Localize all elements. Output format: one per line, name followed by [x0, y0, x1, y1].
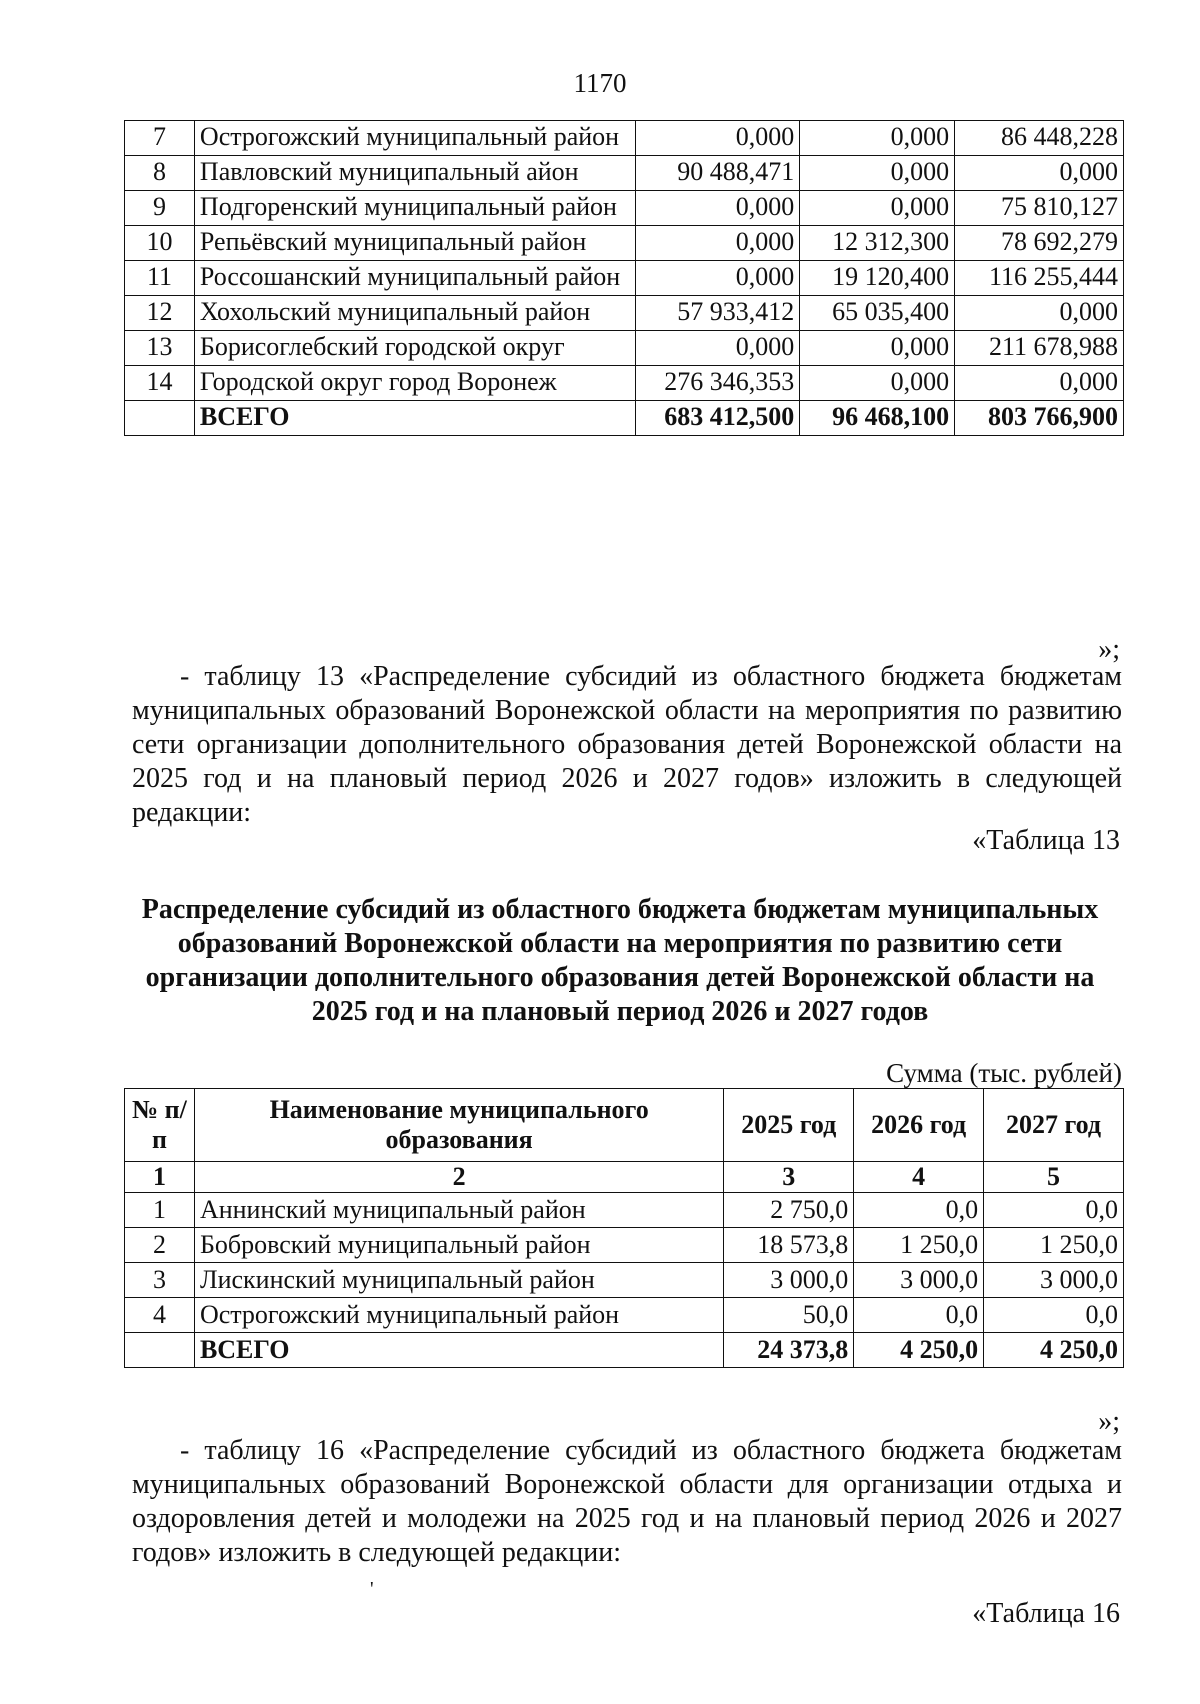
municipality-name: Павловский муниципальный айон [194, 156, 635, 191]
empty-cell [125, 1333, 195, 1368]
value-2027: 75 810,127 [955, 191, 1124, 226]
units-note: Сумма (тыс. рублей) [886, 1058, 1122, 1088]
empty-cell [125, 401, 195, 436]
total-label: ВСЕГО [194, 1333, 723, 1368]
total-2026: 96 468,100 [800, 401, 955, 436]
table-row [125, 121, 1124, 156]
row-number: 14 [125, 366, 195, 401]
row-number: 3 [125, 1263, 195, 1298]
header-2025: 2025 год [724, 1089, 854, 1162]
row-number: 13 [125, 331, 195, 366]
closing-quote: »; [1098, 1406, 1120, 1437]
table-row [125, 1298, 1124, 1333]
total-2025: 24 373,8 [724, 1333, 854, 1368]
row-number: 12 [125, 296, 195, 331]
value-2026: 3 000,0 [854, 1263, 984, 1298]
value-2026: 65 035,400 [800, 296, 955, 331]
value-2027: 0,000 [955, 366, 1124, 401]
value-2026: 0,000 [800, 331, 955, 366]
value-2026: 19 120,400 [800, 261, 955, 296]
table-heading: Распределение субсидий из областного бюджета бюджетам муниципальных образований Воронежской области на мероприятия по развитию сети организации дополнительного образования детей Воронежской области на 2025 год и на плановый период 2026 и 2027 годов [141, 894, 1099, 1027]
row-number: 1 [125, 1193, 195, 1228]
amendment-paragraph-table-13: - таблицу 13 «Распределение субсидий из областного бюджета бюджетам муниципальных образований Воронежской области на мероприятия по развитию сети организации дополнительного образования детей Воронежской области на 2025 год и на плановый период 2026 и 2027 годов» изложить в следующей редакции: [132, 661, 1122, 828]
value-2025: 0,000 [636, 121, 800, 156]
municipality-name: Репьёвский муниципальный район [194, 226, 635, 261]
header-name: Наименование муниципального образования [194, 1089, 723, 1162]
total-row [125, 401, 1124, 436]
table-row [125, 296, 1124, 331]
value-2025: 18 573,8 [724, 1228, 854, 1263]
column-number: 1 [125, 1162, 195, 1193]
row-number: 11 [125, 261, 195, 296]
municipality-name: Городской округ город Воронеж [194, 366, 635, 401]
total-row [125, 1333, 1124, 1368]
row-number: 9 [125, 191, 195, 226]
header-2026: 2026 год [854, 1089, 984, 1162]
table-row [125, 331, 1124, 366]
table-row [125, 191, 1124, 226]
row-number: 10 [125, 226, 195, 261]
value-2025: 0,000 [636, 261, 800, 296]
value-2027: 116 255,444 [955, 261, 1124, 296]
table-label-13: «Таблица 13 [972, 825, 1120, 856]
value-2025: 276 346,353 [636, 366, 800, 401]
value-2025: 0,000 [636, 331, 800, 366]
value-2027: 1 250,0 [984, 1228, 1124, 1263]
value-2025: 3 000,0 [724, 1263, 854, 1298]
value-2027: 86 448,228 [955, 121, 1124, 156]
municipality-name: Аннинский муниципальный район [194, 1193, 723, 1228]
municipality-name: Острогожский муниципальный район [194, 121, 635, 156]
table-row [125, 366, 1124, 401]
value-2026: 0,0 [854, 1298, 984, 1333]
value-2026: 0,000 [800, 156, 955, 191]
value-2027: 0,0 [984, 1193, 1124, 1228]
value-2027: 78 692,279 [955, 226, 1124, 261]
value-2026: 12 312,300 [800, 226, 955, 261]
value-2025: 90 488,471 [636, 156, 800, 191]
value-2026: 0,0 [854, 1193, 984, 1228]
value-2027: 211 678,988 [955, 331, 1124, 366]
table2-column-numbers-row [125, 1162, 1124, 1193]
value-2027: 0,000 [955, 296, 1124, 331]
closing-quote: »; [1098, 634, 1120, 665]
value-2025: 50,0 [724, 1298, 854, 1333]
table2-header-row [125, 1089, 1124, 1162]
stray-mark: ' [370, 1578, 374, 1600]
value-2026: 1 250,0 [854, 1228, 984, 1263]
municipality-name: Россошанский муниципальный район [194, 261, 635, 296]
total-label: ВСЕГО [194, 401, 635, 436]
value-2027: 0,000 [955, 156, 1124, 191]
table-row [125, 226, 1124, 261]
value-2025: 0,000 [636, 226, 800, 261]
municipality-name: Бобровский муниципальный район [194, 1228, 723, 1263]
column-number: 2 [194, 1162, 723, 1193]
subsidy-table-continuation [124, 120, 1124, 436]
table-row [125, 1193, 1124, 1228]
municipality-name: Острогожский муниципальный район [194, 1298, 723, 1333]
column-number: 5 [984, 1162, 1124, 1193]
value-2026: 0,000 [800, 191, 955, 226]
municipality-name: Борисоглебский городской округ [194, 331, 635, 366]
value-2025: 0,000 [636, 191, 800, 226]
row-number: 4 [125, 1298, 195, 1333]
total-2027: 803 766,900 [955, 401, 1124, 436]
value-2027: 0,0 [984, 1298, 1124, 1333]
table-row [125, 156, 1124, 191]
subsidy-table-13 [124, 1088, 1124, 1368]
value-2025: 2 750,0 [724, 1193, 854, 1228]
total-2026: 4 250,0 [854, 1333, 984, 1368]
table1-body [125, 121, 1124, 436]
table-row [125, 1263, 1124, 1298]
page-number: 1170 [573, 68, 627, 98]
municipality-name: Подгоренский муниципальный район [194, 191, 635, 226]
table-label-16: «Таблица 16 [972, 1598, 1120, 1629]
value-2025: 57 933,412 [636, 296, 800, 331]
total-2027: 4 250,0 [984, 1333, 1124, 1368]
column-number: 3 [724, 1162, 854, 1193]
amendment-paragraph-table-16: - таблицу 16 «Распределение субсидий из областного бюджета бюджетам муниципальных образований Воронежской области для организации отдыха и оздоровления детей и молодежи на 2025 год и на плановый период 2026 и 2027 годов» изложить в следующей редакции: [132, 1435, 1122, 1568]
row-number: 7 [125, 121, 195, 156]
header-2027: 2027 год [984, 1089, 1124, 1162]
table2-body [125, 1193, 1124, 1368]
total-2025: 683 412,500 [636, 401, 800, 436]
value-2026: 0,000 [800, 121, 955, 156]
header-number: № п/п [125, 1089, 195, 1162]
column-number: 4 [854, 1162, 984, 1193]
row-number: 8 [125, 156, 195, 191]
row-number: 2 [125, 1228, 195, 1263]
value-2027: 3 000,0 [984, 1263, 1124, 1298]
table-row [125, 1228, 1124, 1263]
municipality-name: Хохольский муниципальный район [194, 296, 635, 331]
value-2026: 0,000 [800, 366, 955, 401]
municipality-name: Лискинский муниципальный район [194, 1263, 723, 1298]
table-row [125, 261, 1124, 296]
